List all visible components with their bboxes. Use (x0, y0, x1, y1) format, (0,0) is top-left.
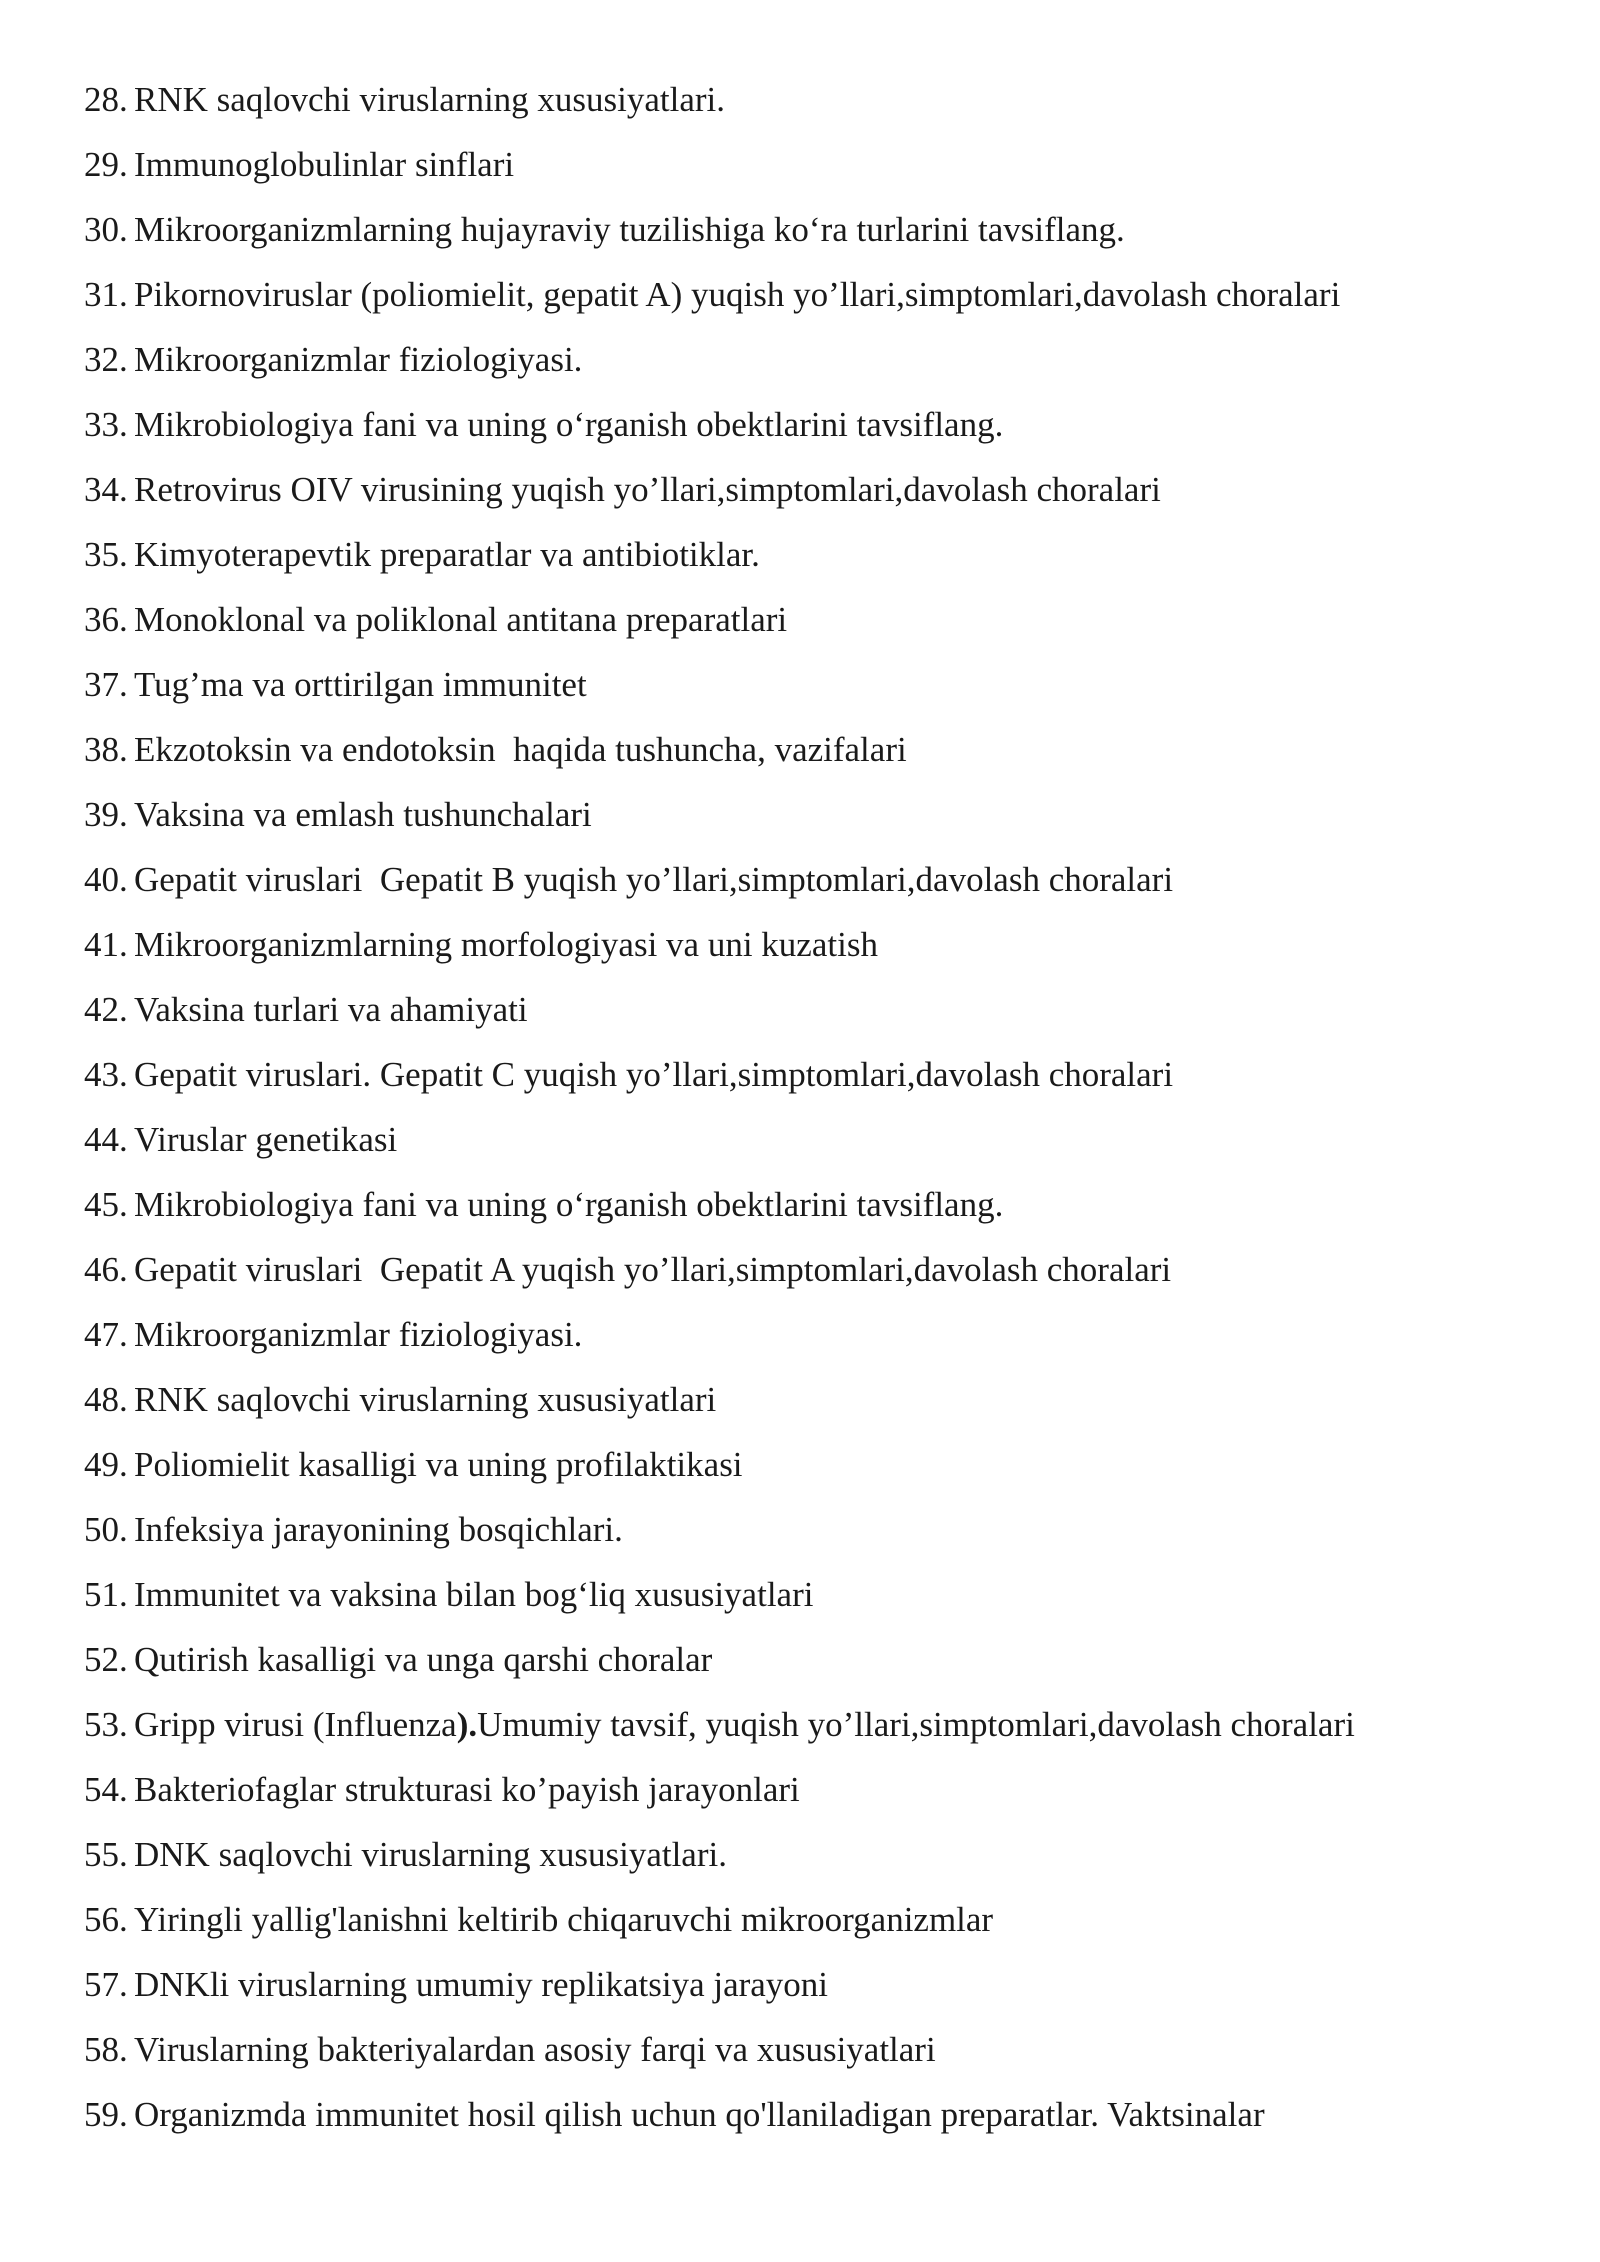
question-number: 47. (84, 1315, 128, 1354)
question-text: DNKli viruslarning umumiy replikatsiya jarayoni (134, 1965, 829, 2004)
question-text (134, 1699, 1564, 1751)
question-item (84, 1244, 1564, 1309)
question-item (84, 529, 1564, 594)
question-number: 37. (84, 665, 128, 704)
question-text: Poliomielit kasalligi va uning profilaktikasi (134, 1445, 743, 1484)
question-text: Viruslar genetikasi (134, 1120, 398, 1159)
question-text: Qutirish kasalligi va unga qarshi choralar (134, 1640, 713, 1679)
question-item (84, 594, 1564, 659)
question-number: 54. (84, 1770, 128, 1809)
question-item (84, 1309, 1564, 1374)
question-item (84, 984, 1564, 1049)
question-item (84, 1699, 1564, 1764)
question-text: Viruslarning bakteriyalardan asosiy farqi va xususiyatlari (134, 2030, 936, 2069)
question-text: Organizmda immunitet hosil qilish uchun qo'llaniladigan preparatlar. Vaktsinalar (134, 2095, 1265, 2134)
question-item (84, 1829, 1564, 1894)
question-number: 30. (84, 210, 128, 249)
question-item (84, 1049, 1564, 1114)
question-text: Ekzotoksin va endotoksin haqida tushuncha, vazifalari (134, 730, 907, 769)
question-number: 29. (84, 145, 128, 184)
question-number: 56. (84, 1900, 128, 1939)
question-text: RNK saqlovchi viruslarning xususiyatlari. (134, 80, 726, 119)
question-text: Retrovirus OIV virusining yuqish yo’llari,simptomlari,davolash choralari (134, 470, 1161, 509)
question-item (84, 139, 1564, 204)
question-item (84, 269, 1564, 334)
question-item (84, 1114, 1564, 1179)
question-text: Yiringli yallig'lanishni keltirib chiqaruvchi mikroorganizmlar (134, 1900, 994, 1939)
question-number: 34. (84, 470, 128, 509)
question-item (84, 1959, 1564, 2024)
question-text: Gepatit viruslari. Gepatit C yuqish yo’llari,simptomlari,davolash choralari (134, 1055, 1174, 1094)
question-text: RNK saqlovchi viruslarning xususiyatlari (134, 1380, 717, 1419)
question-item (84, 1374, 1564, 1439)
question-text: Infeksiya jarayonining bosqichlari. (134, 1510, 623, 1549)
question-text: Monoklonal va poliklonal antitana preparatlari (134, 600, 788, 639)
question-number: 36. (84, 600, 128, 639)
question-text: Mikrobiologiya fani va uning o‘rganish obektlarini tavsiflang. (134, 405, 1004, 444)
question-number: 58. (84, 2030, 128, 2069)
question-number: 38. (84, 730, 128, 769)
question-text: Vaksina va emlash tushunchalari (134, 795, 592, 834)
question-number: 48. (84, 1380, 128, 1419)
question-number: 51. (84, 1575, 128, 1614)
question-number: 49. (84, 1445, 128, 1484)
question-text: Mikroorganizmlarning morfologiyasi va uni kuzatish (134, 925, 878, 964)
question-item (84, 919, 1564, 984)
question-item (84, 74, 1564, 139)
question-number: 52. (84, 1640, 128, 1679)
question-number: 53. (84, 1705, 128, 1744)
question-item (84, 1764, 1564, 1829)
question-number: 55. (84, 1835, 128, 1874)
question-text: DNK saqlovchi viruslarning xususiyatlari. (134, 1835, 727, 1874)
question-number: 32. (84, 340, 128, 379)
question-text: Kimyoterapevtik preparatlar va antibiotiklar. (134, 535, 760, 574)
question-item (84, 204, 1564, 269)
question-item (84, 1439, 1564, 1504)
question-list (84, 74, 1564, 2154)
question-item (84, 464, 1564, 529)
question-text: Mikroorganizmlarning hujayraviy tuzilishiga ko‘ra turlarini tavsiflang. (134, 210, 1125, 249)
question-number: 45. (84, 1185, 128, 1224)
question-number: 42. (84, 990, 128, 1029)
question-item (84, 724, 1564, 789)
question-item (84, 854, 1564, 919)
question-text: Gepatit viruslari Gepatit A yuqish yo’llari,simptomlari,davolash choralari (134, 1250, 1172, 1289)
question-text-bold-part: ). (456, 1705, 478, 1744)
question-item (84, 1894, 1564, 1959)
question-number: 28. (84, 80, 128, 119)
question-number: 59. (84, 2095, 128, 2134)
question-number: 31. (84, 275, 128, 314)
question-text: Immunoglobulinlar sinflari (134, 145, 515, 184)
question-item (84, 1634, 1564, 1699)
question-number: 41. (84, 925, 128, 964)
question-item (84, 659, 1564, 724)
question-text: Gepatit viruslari Gepatit B yuqish yo’llari,simptomlari,davolash choralari (134, 860, 1174, 899)
question-text: Mikroorganizmlar fiziologiyasi. (134, 340, 583, 379)
question-number: 33. (84, 405, 128, 444)
question-text: Mikroorganizmlar fiziologiyasi. (134, 1315, 583, 1354)
question-item (84, 1179, 1564, 1244)
question-item (84, 2089, 1564, 2154)
question-text: Immunitet va vaksina bilan bog‘liq xususiyatlari (134, 1575, 814, 1614)
question-number: 35. (84, 535, 128, 574)
question-text: Vaksina turlari va ahamiyati (134, 990, 528, 1029)
question-item (84, 2024, 1564, 2089)
question-number: 57. (84, 1965, 128, 2004)
question-number: 39. (84, 795, 128, 834)
question-text: Pikornoviruslar (poliomielit, gepatit A) yuqish yo’llari,simptomlari,davolash choralari (134, 275, 1341, 314)
question-number: 46. (84, 1250, 128, 1289)
question-text-part: Gripp virusi (Influenza (134, 1705, 457, 1744)
question-text: Tug’ma va orttirilgan immunitet (134, 665, 587, 704)
question-item (84, 1504, 1564, 1569)
question-number: 43. (84, 1055, 128, 1094)
question-text: Mikrobiologiya fani va uning o‘rganish obektlarini tavsiflang. (134, 1185, 1004, 1224)
question-item (84, 399, 1564, 464)
question-number: 40. (84, 860, 128, 899)
question-item (84, 334, 1564, 399)
question-text-part: Umumiy tavsif, yuqish yo’llari,simptomlari,davolash choralari (477, 1705, 1355, 1744)
question-number: 44. (84, 1120, 128, 1159)
question-item (84, 1569, 1564, 1634)
question-text: Bakteriofaglar strukturasi ko’payish jarayonlari (134, 1770, 800, 1809)
question-item (84, 789, 1564, 854)
question-number: 50. (84, 1510, 128, 1549)
